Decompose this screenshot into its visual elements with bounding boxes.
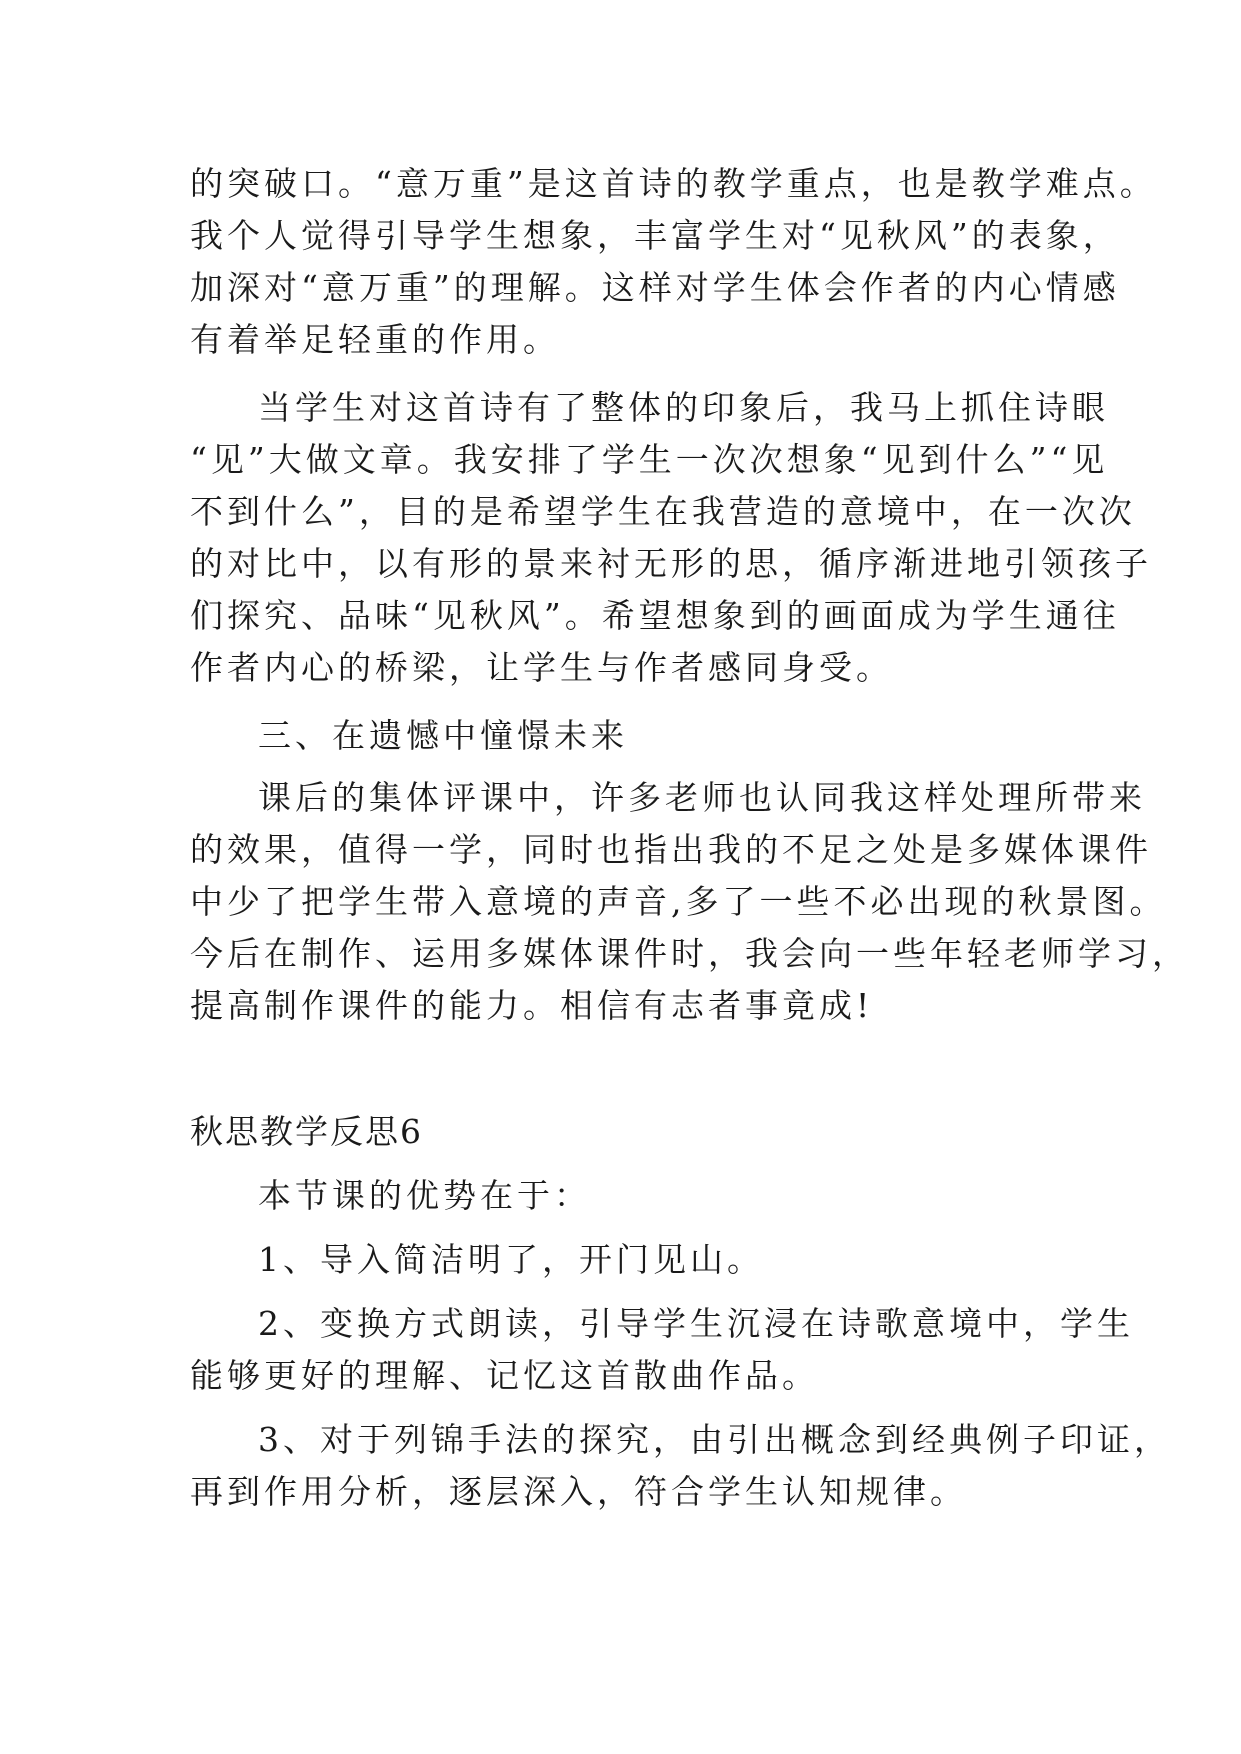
section-heading: 三、在遗憾中憧憬未来 [258,716,628,755]
paragraph-line: 今后在制作、运用多媒体课件时，我会向一些年轻老师学习， [190,934,1189,973]
paragraph-line: 当学生对这首诗有了整体的印象后，我马上抓住诗眼 [258,388,1109,427]
list-item: 2、变换方式朗读，引导学生沉浸在诗歌意境中，学生 [258,1304,1134,1343]
paragraph-line: 课后的集体评课中，许多老师也认同我这样处理所带来 [258,778,1146,817]
article-title: 秋思教学反思6 [190,1112,423,1151]
paragraph-line: 本节课的优势在于： [258,1176,591,1215]
paragraph-line: 能够更好的理解、记忆这首散曲作品。 [190,1356,819,1395]
paragraph-line: 有着举足轻重的作用。 [190,320,560,359]
list-item: 3、对于列锦手法的探究，由引出概念到经典例子印证， [258,1420,1171,1459]
paragraph-line: 不到什么”，目的是希望学生在我营造的意境中，在一次次 [190,492,1136,531]
paragraph-line: “见”大做文章。我安排了学生一次次想象“见到什么”“见 [190,440,1109,479]
paragraph-line: 中少了把学生带入意境的声音,多了一些不必出现的秋景图。 [190,882,1167,921]
paragraph-line: 的对比中，以有形的景来衬无形的思，循序渐进地引领孩子 [190,544,1152,583]
paragraph-line: 加深对“意万重”的理解。这样对学生体会作者的内心情感 [190,268,1120,307]
paragraph-line: 作者内心的桥梁，让学生与作者感同身受。 [190,648,893,687]
paragraph-line: 提高制作课件的能力。相信有志者事竟成! [190,986,874,1025]
list-item: 1、导入简洁明了，开门见山。 [258,1240,764,1279]
paragraph-line: 的效果，值得一学，同时也指出我的不足之处是多媒体课件 [190,830,1152,869]
paragraph-line: 我个人觉得引导学生想象，丰富学生对“见秋风”的表象， [190,216,1120,255]
paragraph-line: 们探究、品味“见秋风”。希望想象到的画面成为学生通往 [190,596,1120,635]
paragraph-line: 再到作用分析，逐层深入，符合学生认知规律。 [190,1472,967,1511]
paragraph-line: 的突破口。“意万重”是这首诗的教学重点，也是教学难点。 [190,164,1157,203]
